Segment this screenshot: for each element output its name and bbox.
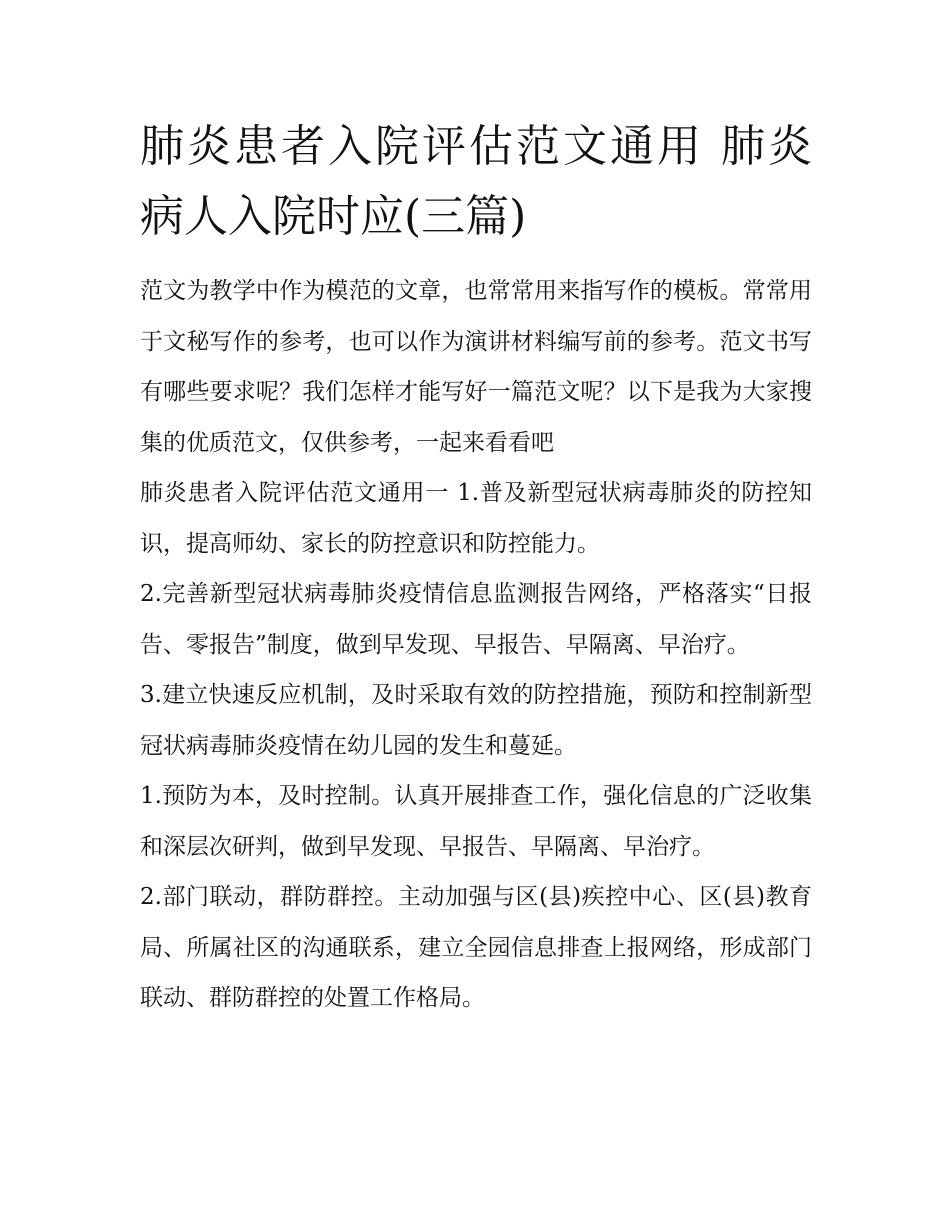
intro-paragraph: 范文为教学中作为模范的文章，也常常用来指写作的模板。常常用于文秘写作的参考，也可以作为演讲材料编写前的参考。范文书写有哪些要求呢？我们怎样才能写好一篇范文呢？以下是我为大家搜集的优质范文，仅供参考，一起来看看吧 [140, 278, 812, 456]
section-one-paragraph: 肺炎患者入院评估范文通用一 1.普及新型冠状病毒肺炎的防控知识，提高师幼、家长的防控意识和防控能力。 [140, 480, 812, 557]
principle-one-paragraph: 1.预防为本，及时控制。认真开展排查工作，强化信息的广泛收集和深层次研判，做到早发现、早报告、早隔离、早治疗。 [140, 783, 812, 860]
goal-two-paragraph: 2.完善新型冠状病毒肺炎疫情信息监测报告网络，严格落实“日报告、零报告”制度，做到早发现、早报告、早隔离、早治疗。 [140, 581, 812, 658]
document-title: 肺炎患者入院评估范文通用 肺炎病人入院时应(三篇) [140, 121, 812, 242]
principle-two-paragraph: 2.部门联动，群防群控。主动加强与区(县)疾控中心、区(县)教育局、所属社区的沟通联系，建立全园信息排查上报网络，形成部门联动、群防群控的处置工作格局。 [140, 884, 812, 1011]
document-body [140, 266, 812, 1024]
goal-three-paragraph: 3.建立快速反应机制，及时采取有效的防控措施，预防和控制新型冠状病毒肺炎疫情在幼儿园的发生和蔓延。 [140, 682, 812, 759]
document-content [140, 112, 812, 1024]
